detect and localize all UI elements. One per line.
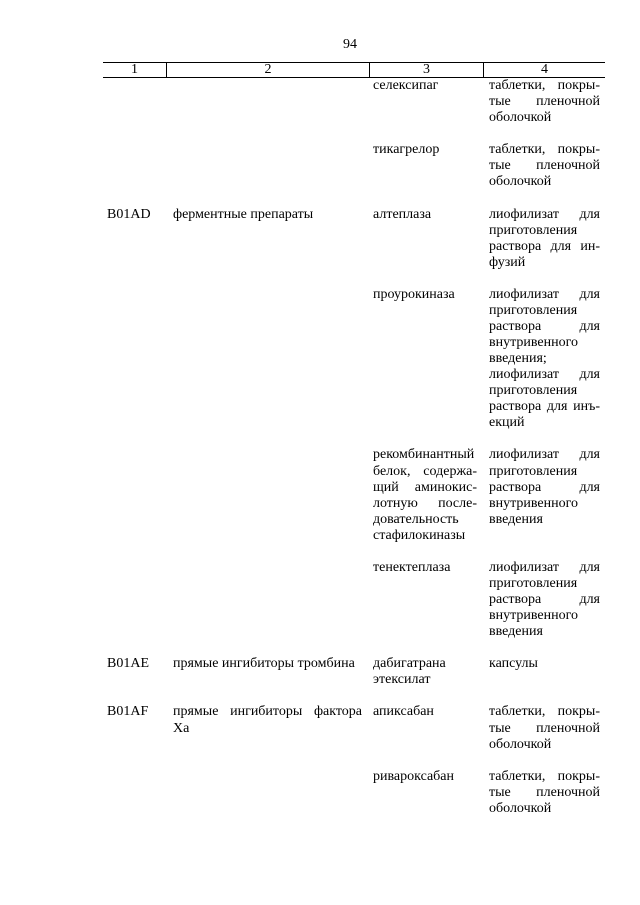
- dosage-form-cell: [483, 447, 605, 527]
- dosage-form-line: лиофилизат для: [489, 559, 600, 575]
- drug-name-line: дабигатрана: [373, 656, 446, 672]
- dosage-form-line: приготовления: [489, 302, 578, 318]
- group-line: Xa: [173, 720, 190, 736]
- drug-name-cell: [369, 560, 483, 576]
- dosage-form-line: лиофилизат для: [489, 367, 600, 383]
- dosage-form-cell: [483, 769, 605, 817]
- group-line: прямые ингибиторы фактора: [173, 704, 362, 720]
- dosage-form-line: приготовления: [489, 383, 578, 399]
- drug-name-line: довательность: [373, 511, 459, 527]
- table-row: [103, 769, 605, 817]
- dosage-form-line: внутривенного: [489, 335, 579, 350]
- dosage-form-line: оболочкой: [489, 800, 552, 816]
- drug-name-line: алтеплаза: [373, 206, 432, 222]
- column-header-4: 4: [483, 63, 605, 77]
- drug-name-line: тикагрелор: [373, 142, 440, 158]
- table-header: [103, 62, 605, 78]
- atc-code-cell: [103, 207, 166, 223]
- group-cell: [166, 207, 369, 223]
- page-number: 94: [343, 37, 357, 52]
- dosage-form-line: тые пленочной: [489, 158, 600, 174]
- table-row: [103, 287, 605, 432]
- column-header-3: 3: [369, 63, 483, 77]
- dosage-form-cell: [483, 656, 605, 672]
- drug-name-line: рекомбинантный: [373, 447, 475, 463]
- drug-name-line: белок, содержа-: [373, 463, 477, 479]
- group-line: ферментные препараты: [173, 206, 314, 222]
- dosage-form-cell: [483, 287, 605, 432]
- dosage-form-line: тые пленочной: [489, 784, 600, 800]
- dosage-form-line: лиофилизат для: [489, 206, 600, 222]
- dosage-form-line: внутривенного: [489, 608, 579, 624]
- dosage-form-line: раствора для: [489, 479, 600, 495]
- drug-name-cell: [369, 207, 483, 223]
- dosage-form-line: раствора для ин-: [489, 238, 600, 254]
- dosage-form-line: таблетки, покры-: [489, 78, 600, 93]
- atc-code-cell: [103, 656, 166, 672]
- dosage-form-cell: [483, 207, 605, 271]
- table-row: [103, 142, 605, 190]
- dosage-form-line: тые пленочной: [489, 720, 600, 736]
- dosage-form-line: екций: [489, 415, 525, 431]
- drug-name-cell: [369, 704, 483, 720]
- dosage-form-line: таблетки, покры-: [489, 142, 600, 158]
- dosage-form-cell: [483, 78, 605, 126]
- table-row: [103, 560, 605, 640]
- dosage-form-line: раствора для: [489, 318, 600, 334]
- table-row: [103, 78, 605, 126]
- drug-name-line: щий аминокис-: [373, 479, 477, 495]
- drug-name-line: ривароксабан: [373, 768, 455, 784]
- column-header-1: 1: [131, 62, 138, 77]
- dosage-form-line: лиофилизат для: [489, 286, 600, 302]
- column-header-2: 2: [166, 63, 369, 77]
- drug-name-cell: [369, 447, 483, 543]
- drug-name-cell: [369, 78, 483, 94]
- dosage-form-line: таблетки, покры-: [489, 768, 600, 784]
- dosage-form-line: лиофилизат для: [489, 447, 600, 463]
- dosage-form-line: введения: [489, 624, 543, 640]
- dosage-form-cell: [483, 142, 605, 190]
- group-cell: [166, 656, 369, 672]
- dosage-form-line: капсулы: [489, 656, 538, 672]
- dosage-form-line: оболочкой: [489, 174, 552, 190]
- drug-name-line: лотную после-: [373, 495, 477, 511]
- dosage-form-line: оболочкой: [489, 736, 552, 752]
- dosage-form-line: фузий: [489, 254, 526, 270]
- dosage-form-line: оболочкой: [489, 110, 552, 126]
- atc-code: B01AD: [107, 206, 151, 222]
- dosage-form-line: введения;: [489, 351, 547, 367]
- dosage-form-line: приготовления: [489, 575, 578, 591]
- drug-name-cell: [369, 142, 483, 158]
- group-line: прямые ингибиторы тромбина: [173, 656, 355, 672]
- drug-name-line: тенектеплаза: [373, 559, 451, 575]
- dosage-form-line: приготовления: [489, 222, 578, 238]
- dosage-form-line: раствора для: [489, 592, 600, 607]
- drug-name-cell: [369, 656, 483, 688]
- table-body: [103, 78, 605, 833]
- dosage-form-line: приготовления: [489, 463, 578, 479]
- dosage-form-line: тые пленочной: [489, 94, 600, 110]
- drug-name-line: селексипаг: [373, 78, 439, 93]
- drug-name-cell: [369, 769, 483, 785]
- dosage-form-line: таблетки, покры-: [489, 704, 600, 720]
- dosage-form-cell: [483, 560, 605, 640]
- drug-name-cell: [369, 287, 483, 303]
- atc-code-cell: [103, 704, 166, 720]
- dosage-form-cell: [483, 704, 605, 752]
- dosage-form-line: внутривенного: [489, 495, 579, 511]
- table-row: [103, 207, 605, 271]
- dosage-form-line: введения: [489, 511, 543, 527]
- group-cell: [166, 704, 369, 736]
- table-row: [103, 447, 605, 543]
- table-row: [103, 704, 605, 752]
- drug-name-line: проурокиназа: [373, 286, 455, 302]
- atc-code: B01AF: [107, 704, 149, 720]
- table-row: [103, 656, 605, 688]
- atc-code: B01AE: [107, 656, 149, 672]
- drug-name-line: этексилат: [373, 672, 431, 688]
- dosage-form-line: раствора для инъ-: [489, 399, 600, 415]
- drug-name-line: стафилокиназы: [373, 527, 466, 543]
- drug-name-line: апиксабан: [373, 704, 434, 720]
